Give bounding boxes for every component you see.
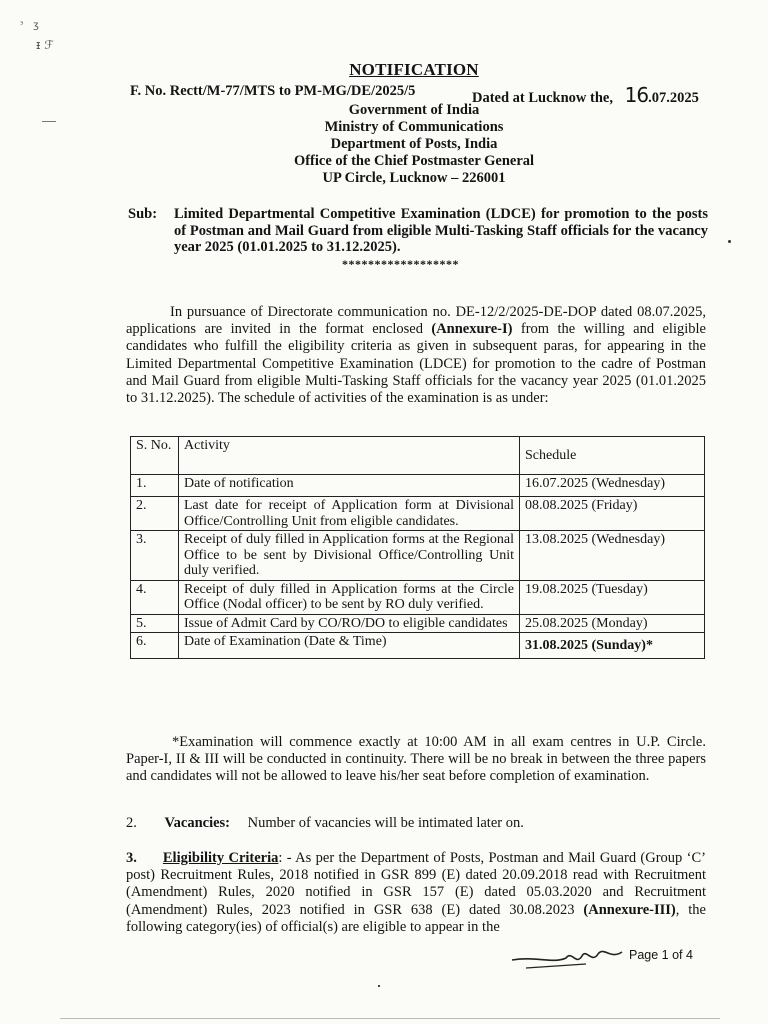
row-schedule: 08.08.2025 (Friday) [520, 497, 705, 531]
eligibility-paragraph [126, 850, 706, 936]
intro-paragraph [126, 304, 706, 407]
row-sno: 6. [131, 633, 179, 659]
intro-text: In pursuance of Directorate communication no. DE-12/2/2025-DE-DOP dated 08.07.2025, applications are invited in the format enclosed [126, 304, 706, 338]
table-row [131, 614, 705, 633]
margin-dot [728, 240, 731, 243]
separator-stars: ****************** [342, 257, 459, 271]
table-header [131, 437, 705, 475]
office-line: Department of Posts, India [330, 136, 498, 152]
table-row [131, 580, 705, 614]
row-schedule: 19.08.2025 (Tuesday) [520, 580, 705, 614]
margin-scribble: ᵌ ʒ [20, 20, 39, 31]
header-schedule: Schedule [520, 437, 705, 475]
row-activity: Receipt of duly filled in Application forms at the Circle Office (Nodal officer) to be sent by RO duly verified. [179, 580, 520, 614]
intro-annexure: (Annexure-I) [431, 321, 513, 338]
row-activity: Last date for receipt of Application form at Divisional Office/Controlling Unit from eligible candidates. [179, 497, 520, 531]
margin-scribble: ᵻ ℱ [36, 38, 54, 52]
eligibility-annexure: (Annexure-III) [583, 901, 676, 918]
row-schedule: 25.08.2025 (Monday) [520, 614, 705, 633]
row-activity: Receipt of duly filled in Application forms at the Regional Office to be sent by Divisional Office/Controlling Unit duly verified. [179, 531, 520, 581]
file-number: F. No. Rectt/M-77/MTS to PM-MG/DE/2025/5 [130, 83, 416, 99]
office-line: UP Circle, Lucknow – 226001 [322, 170, 506, 186]
table-row [131, 475, 705, 497]
office-line: Office of the Chief Postmaster General [293, 153, 535, 169]
schedule-table [130, 436, 705, 659]
row-schedule: 13.08.2025 (Wednesday) [520, 531, 705, 581]
dated-suffix: .07.2025 [648, 90, 699, 106]
subject-block [128, 206, 708, 256]
header-activity: Activity [179, 437, 520, 475]
vacancies-text: Number of vacancies will be intimated later on. [247, 815, 524, 831]
table-row [131, 497, 705, 531]
table-row [131, 531, 705, 581]
page-number: Page 1 of 4 [629, 948, 693, 962]
signature-mark [506, 938, 636, 978]
row-schedule: 16.07.2025 (Wednesday) [520, 475, 705, 497]
office-line: Ministry of Communications [324, 119, 504, 135]
vacancies-number: 2. [126, 815, 137, 831]
row-activity: Issue of Admit Card by CO/RO/DO to eligible candidates [179, 614, 520, 633]
vacancies-label: Vacancies: [164, 815, 231, 831]
row-sno: 4. [131, 580, 179, 614]
eligibility-label: Eligibility Criteria [162, 850, 279, 866]
header-sno: S. No. [131, 437, 179, 475]
stray-dot [378, 985, 380, 987]
row-sno: 3. [131, 531, 179, 581]
subject-text: Limited Departmental Competitive Examination (LDCE) for promotion to the posts of Postman and Mail Guard from eligible Multi-Tasking Staff officials for the vacancy year 2025 (01.01.2025 to 31.12.2025). [174, 206, 708, 255]
page-title: NOTIFICATION [349, 60, 479, 79]
row-sno: 5. [131, 614, 179, 633]
vacancies-line [126, 815, 706, 832]
eligibility-number: 3. [126, 850, 137, 866]
eligibility-text-cont: , the following category(ies) of official(s) are eligible to appear in the [126, 901, 706, 935]
row-schedule: 31.08.2025 (Sunday)* [520, 633, 705, 659]
bottom-rule [60, 1018, 720, 1019]
dated-day-handwritten: 16 [624, 83, 649, 107]
office-line: Government of India [348, 102, 480, 118]
row-sno: 2. [131, 497, 179, 531]
row-sno: 1. [131, 475, 179, 497]
eligibility-text: : - As per the Department of Posts, Postman and Mail Guard (Group ‘C’ post) Recruitment Rules, 2018 notified in GSR 899 (E) dated 20.09.2018 read with Recruitment (Amendment) Rules, 2020 notified in GSR 157 (E) dated 05.03.2020 and Recruitment (Amendment) Rules, 2023 notified in GSR 638 (E) dated 30.08.2023 [126, 850, 706, 918]
intro-text-cont: from the willing and eligible candidates who fulfill the eligibility criteria as given in subsequent paras, for appearing in the Limited Departmental Competitive Examination (LDCE) for promotion to the cadre of Postman and Mail Guard from eligible Multi-Tasking Staff officials for the vacancy year 2025 (01.01.2025 to 31.12.2025). The schedule of activities of the examination is as under: [126, 321, 706, 407]
exam-note: *Examination will commence exactly at 10:00 AM in all exam centres in U.P. Circle. Paper-I, II & III will be conducted in continuity. There will be no break in between the three papers and candidates will not be allowed to leave his/her seat before completion of examination. [126, 734, 706, 785]
table-row [131, 633, 705, 659]
row-activity: Date of notification [179, 475, 520, 497]
subject-label: Sub: [128, 206, 158, 222]
row-activity: Date of Examination (Date & Time) [179, 633, 520, 659]
dated-prefix: Dated at Lucknow the, [472, 90, 613, 106]
